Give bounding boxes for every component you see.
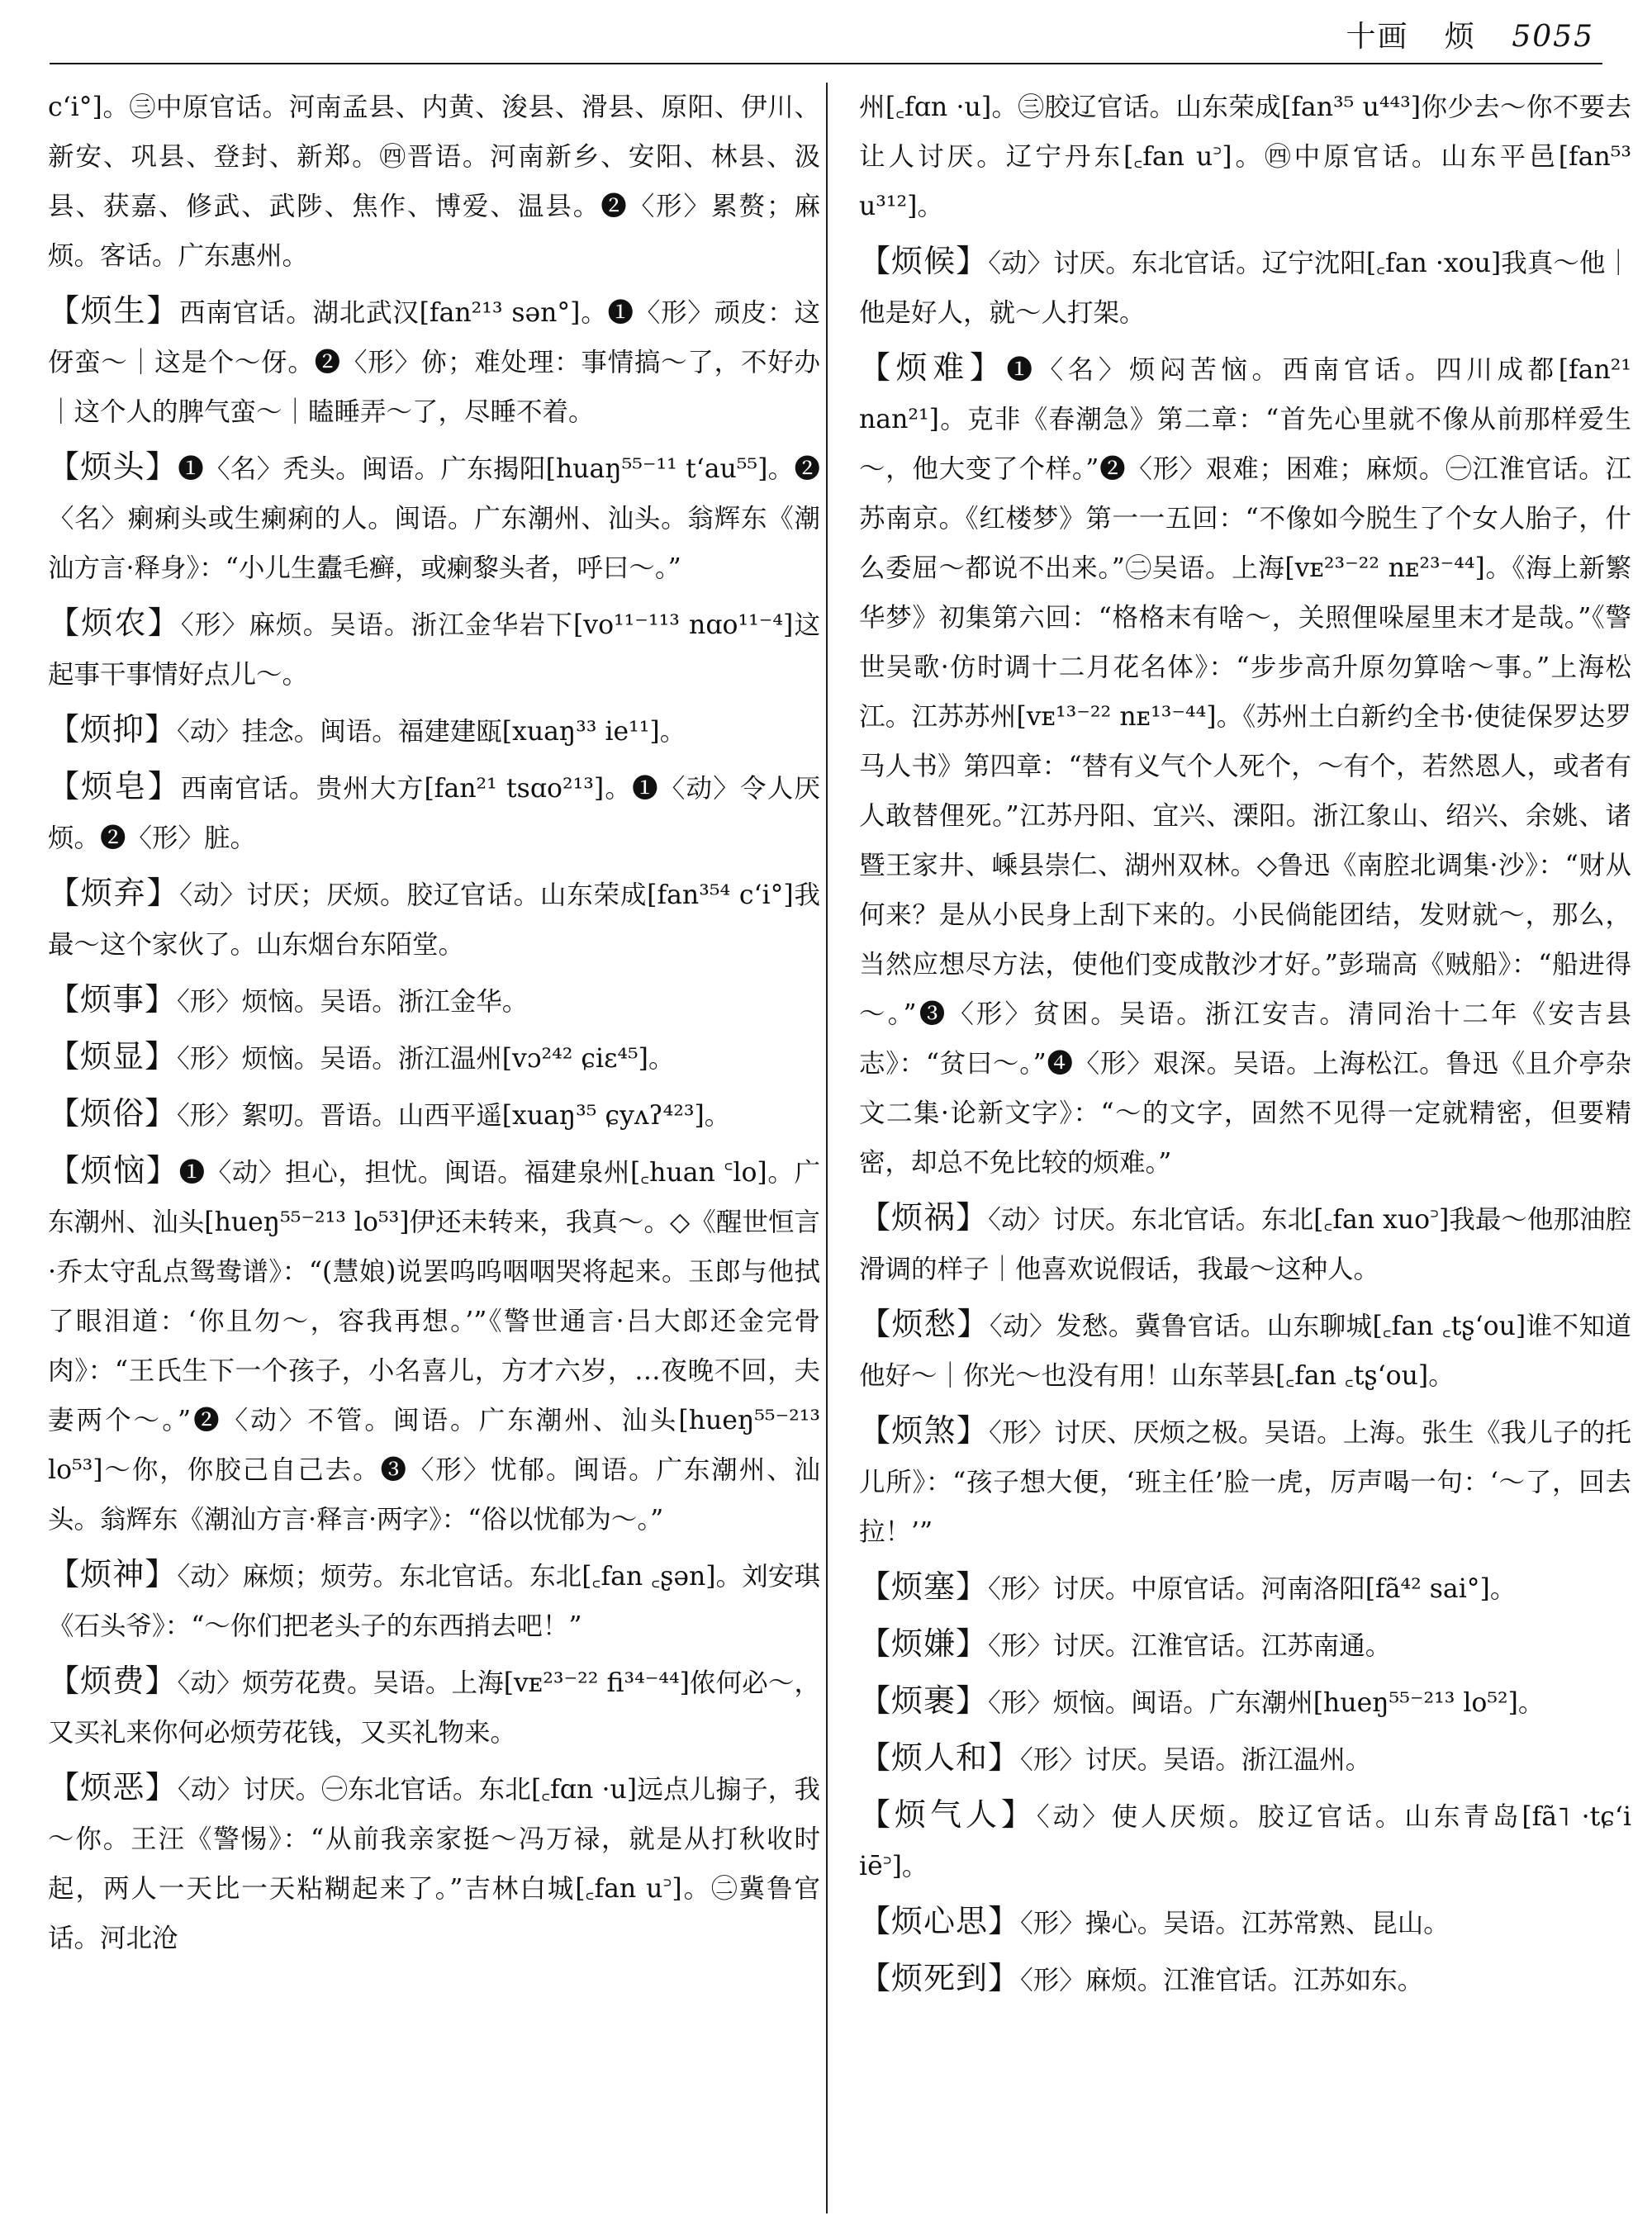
dictionary-entry [859, 1562, 1631, 1614]
entry-headword: 【烦神】 [48, 1556, 178, 1592]
dictionary-entry [48, 1656, 820, 1758]
dictionary-entry [48, 286, 820, 437]
entry-headword: 【烦皂】 [48, 768, 181, 804]
entry-body: 〈形〉讨厌、厌烦之极。吴语。上海。张生《我儿子的托儿所》：“孩子想大便，‘班主任’脸一虎，厉声喝一句：‘～了，回去拉！’” [859, 1418, 1631, 1547]
entry-body: 〈形〉讨厌。中原官话。河南洛阳[fã⁴² sai°]。 [988, 1574, 1517, 1604]
entry-headword: 【烦抑】 [48, 711, 178, 747]
dictionary-entry [859, 1953, 1631, 2005]
entry-headword: 【烦候】 [859, 243, 989, 279]
entry-body: ❶〈名〉秃头。闽语。广东揭阳[huaŋ⁵⁵⁻¹¹ tʻau⁵⁵]。❷〈名〉瘌痢头或生瘌痢的人。闽语。广东潮州、汕头。翁辉东《潮汕方言·释身》：“小儿生蠹毛癣，或瘌黎头者，呼曰～。” [48, 454, 820, 583]
dictionary-entry [859, 1676, 1631, 1728]
dictionary-entry [48, 442, 820, 593]
entry-body: 〈形〉麻烦。吴语。浙江金华岩下[vo¹¹⁻¹¹³ nɑo¹¹⁻⁴]这起事干事情好点儿～。 [48, 610, 820, 690]
entry-body: ❶〈名〉烦闷苦恼。西南官话。四川成都[fan²¹ nan²¹]。克非《春潮急》第二章：“首先心里就不像从前那样爱生～，他大变了个样。”❷〈形〉艰难；困难；麻烦。㊀江淮官话。江苏南京。《红楼梦》第一一五回：“不像如今脱生了个女人胎子，什么委屈～都说不出来。”㊁吴语。上海[vᴇ²³⁻²² nᴇ²³⁻⁴⁴]。《海上新繁华梦》初集第六回：“格格末有啥～，关照俚哚屋里末才是哉。”《警世吴歌·仿时调十二月花名体》：“步步高升原勿算啥～事。”上海松江。江苏苏州[vᴇ¹³⁻²² nᴇ¹³⁻⁴⁴]。《苏州土白新约全书·使徒保罗达罗马人书》第四章：“替有义气个人死个，～有个，若然恩人，或者有人敢替俚死。”江苏丹阳、宜兴、溧阳。浙江象山、绍兴、余姚、诸暨王家井、嵊县崇仁、湖州双林。◇鲁迅《南腔北调集·沙》：“财从何来？是从小民身上刮下来的。小民倘能团结，发财就～，那么，当然应想尽方法，使他们变成散沙才好。”彭瑞高《贼船》：“船进得～。”❸〈形〉贫困。吴语。浙江安吉。清同治十二年《安吉县志》：“贫曰～。”❹〈形〉艰深。吴语。上海松江。鲁迅《且介亭杂文二集·论新文字》：“～的文字，固然不见得一定就精密，但要精密，却总不免比较的烦难。” [859, 355, 1631, 1178]
dictionary-entry [859, 1733, 1631, 1785]
entry-body: 〈动〉讨厌。东北官话。辽宁沈阳[꜀fan ·xou]我真～他｜他是好人，就～人打架。 [859, 249, 1631, 328]
entry-body: 〈动〉发愁。冀鲁官话。山东聊城[꜀fan ꜀tʂʻou]谁不知道他好～｜你光～也没有用！山东莘县[꜀fan ꜀tʂʻou]。 [859, 1312, 1631, 1391]
entry-headword: 【烦恼】 [48, 1152, 179, 1189]
dictionary-entry [859, 1790, 1631, 1891]
dictionary-entry [48, 1549, 820, 1651]
entry-headword: 【烦气人】 [859, 1796, 1037, 1833]
entry-body: 西南官话。贵州大方[fan²¹ tsɑo²¹³]。❶〈动〉令人厌烦。❷〈形〉脏。 [48, 774, 820, 853]
stroke-count: 十画 [1346, 20, 1409, 54]
entry-body: cʻi°]。㊂中原官话。河南孟县、内黄、浚县、滑县、原阳、伊川、新安、巩县、登封、新郑。㊃晋语。河南新乡、安阳、林县、汲县、获嘉、修武、武陟、焦作、博爱、温县。❷〈形〉累赘；麻烦。客话。广东惠州。 [48, 93, 820, 271]
entry-headword: 【烦死到】 [859, 1960, 1021, 1996]
continued-entry [48, 83, 820, 281]
entry-headword: 【烦心思】 [859, 1903, 1021, 1939]
dictionary-entry [48, 975, 820, 1027]
entry-headword: 【烦祸】 [859, 1199, 989, 1236]
entry-body: 〈动〉讨厌。㊀东北官话。东北[꜀fɑn ·u]远点儿搧子，我～你。王汪《警惕》：“从前我亲家挺～冯万禄，就是从打秋收时起，两人一天比一天粘糊起来了。”吉林白城[꜀fan u꜄]。㊁冀鲁官话。河北沧 [48, 1775, 820, 1953]
entry-headword: 【烦嫌】 [859, 1625, 989, 1662]
entry-body: 西南官话。湖北武汉[fan²¹³ sən°]。❶〈形〉顽皮：这伢蛮～｜这是个～伢。❷〈形〉㑊；难处理：事情搞～了，不好办｜这个人的脾气蛮～｜瞌睡弄～了，尽睡不着。 [48, 298, 820, 427]
entry-body: 〈形〉烦恼。吴语。浙江金华。 [177, 987, 529, 1017]
entry-headword: 【烦人和】 [859, 1739, 1021, 1776]
dictionary-entry [48, 1089, 820, 1141]
page-number: 5055 [1512, 20, 1594, 54]
entry-body: 〈动〉麻烦；烦劳。东北官话。东北[꜀fan ꜀ʂən]。刘安琪《石头爷》：“～你们把老头子的东西捎去吧！” [48, 1562, 820, 1641]
right-column [859, 83, 1631, 2213]
head-character: 烦 [1444, 20, 1476, 54]
entry-headword: 【烦弃】 [48, 875, 180, 911]
entry-headword: 【烦显】 [48, 1038, 178, 1075]
entry-body: 〈形〉麻烦。江淮官话。江苏如东。 [1020, 1966, 1424, 1995]
dictionary-entry [48, 762, 820, 863]
dictionary-entry [48, 868, 820, 970]
entry-headword: 【烦愁】 [859, 1306, 990, 1342]
dictionary-entry [48, 1032, 820, 1084]
dictionary-entry [859, 1299, 1631, 1401]
entry-headword: 【烦煞】 [859, 1412, 990, 1449]
entry-body: 〈动〉讨厌。东北官话。东北[꜀fan xuo꜄]我最～他那油腔滑调的样子｜他喜欢说假话，我最～这种人。 [859, 1205, 1631, 1284]
entry-body: 〈动〉挂念。闽语。福建建瓯[xuaŋ³³ ie¹¹]。 [177, 717, 686, 747]
continued-entry [859, 83, 1631, 231]
dictionary-entry [859, 1896, 1631, 1948]
entry-body: 〈形〉烦恼。闽语。广东潮州[hueŋ⁵⁵⁻²¹³ lo⁵²]。 [988, 1688, 1545, 1718]
entry-headword: 【烦农】 [48, 605, 181, 641]
entry-headword: 【烦塞】 [859, 1568, 989, 1605]
dictionary-entry [48, 1763, 820, 1963]
entry-body: 〈动〉讨厌；厌烦。胶辽官话。山东荣成[fan³⁵⁴ cʻi°]我最～这个家伙了。山东烟台东陌堂。 [48, 880, 820, 960]
entry-body: 〈形〉絮叨。晋语。山西平遥[xuaŋ³⁵ ɕyʌʔ⁴²³]。 [177, 1101, 731, 1131]
entry-headword: 【烦头】 [48, 448, 178, 485]
entry-headword: 【烦恶】 [48, 1769, 178, 1805]
running-head [1321, 13, 1594, 55]
entry-body: 〈形〉讨厌。江淮官话。江苏南通。 [988, 1631, 1392, 1661]
dictionary-entry [859, 1619, 1631, 1671]
dictionary-entry [48, 1146, 820, 1544]
entry-body: 〈形〉烦恼。吴语。浙江温州[vɔ²⁴² ɕiɛ⁴⁵]。 [177, 1044, 675, 1074]
entry-body: 州[꜀fɑn ·u]。㊂胶辽官话。山东荣成[fan³⁵ u⁴⁴³]你少去～你不要去让人讨厌。辽宁丹东[꜀fan u꜄]。㊃中原官话。山东平邑[fan⁵³ u³¹²]。 [859, 93, 1631, 221]
entry-body: 〈动〉烦劳花费。吴语。上海[vᴇ²³⁻²² fi³⁴⁻⁴⁴]侬何必～，又买礼来你何必烦劳花钱，又买礼物来。 [48, 1668, 820, 1748]
entry-headword: 【烦事】 [48, 981, 178, 1018]
entry-headword: 【烦裹】 [859, 1682, 989, 1719]
entry-headword: 【烦俗】 [48, 1095, 178, 1132]
dictionary-entry [859, 1406, 1631, 1557]
left-column [48, 83, 820, 2213]
entry-headword: 【烦难】 [859, 349, 1007, 386]
dictionary-entry [859, 343, 1631, 1188]
dictionary-entry [859, 236, 1631, 338]
dictionary-entry [48, 705, 820, 757]
dictionary-entry [48, 598, 820, 700]
entry-body: 〈动〉使人厌烦。胶辽官话。山东青岛[fã˥ ·tɕʻi iē꜄]。 [859, 1802, 1631, 1881]
entry-body: 〈形〉操心。吴语。江苏常熟、昆山。 [1020, 1909, 1450, 1938]
entry-headword: 【烦生】 [48, 292, 180, 329]
header-rule [50, 63, 1602, 64]
entry-body: ❶〈动〉担心，担忧。闽语。福建泉州[꜀huan ꜂lo]。广东潮州、汕头[hueŋ⁵⁵⁻²¹³ lo⁵³]伊还未转来，我真～。◇《醒世恒言·乔太守乱点鸳鸯谱》：“(慧娘)说罢呜呜咽咽哭将起来。玉郎与他拭了眼泪道：‘你且勿～，容我再想。’”《警世通言·吕大郎还金完骨肉》：“王氏生下一个孩子，小名喜儿，方才六岁，…夜晚不回，夫妻两个～。”❷〈动〉不管。闽语。广东潮州、汕头[hueŋ⁵⁵⁻²¹³ lo⁵³]～你，你胶己自己去。❸〈形〉忧郁。闽语。广东潮州、汕头。翁辉东《潮汕方言·释言·两字》：“俗以忧郁为～。” [48, 1158, 820, 1535]
dictionary-entry [859, 1193, 1631, 1294]
column-divider [826, 83, 828, 2213]
entry-body: 〈形〉讨厌。吴语。浙江温州。 [1020, 1745, 1372, 1775]
entry-headword: 【烦费】 [48, 1663, 178, 1699]
